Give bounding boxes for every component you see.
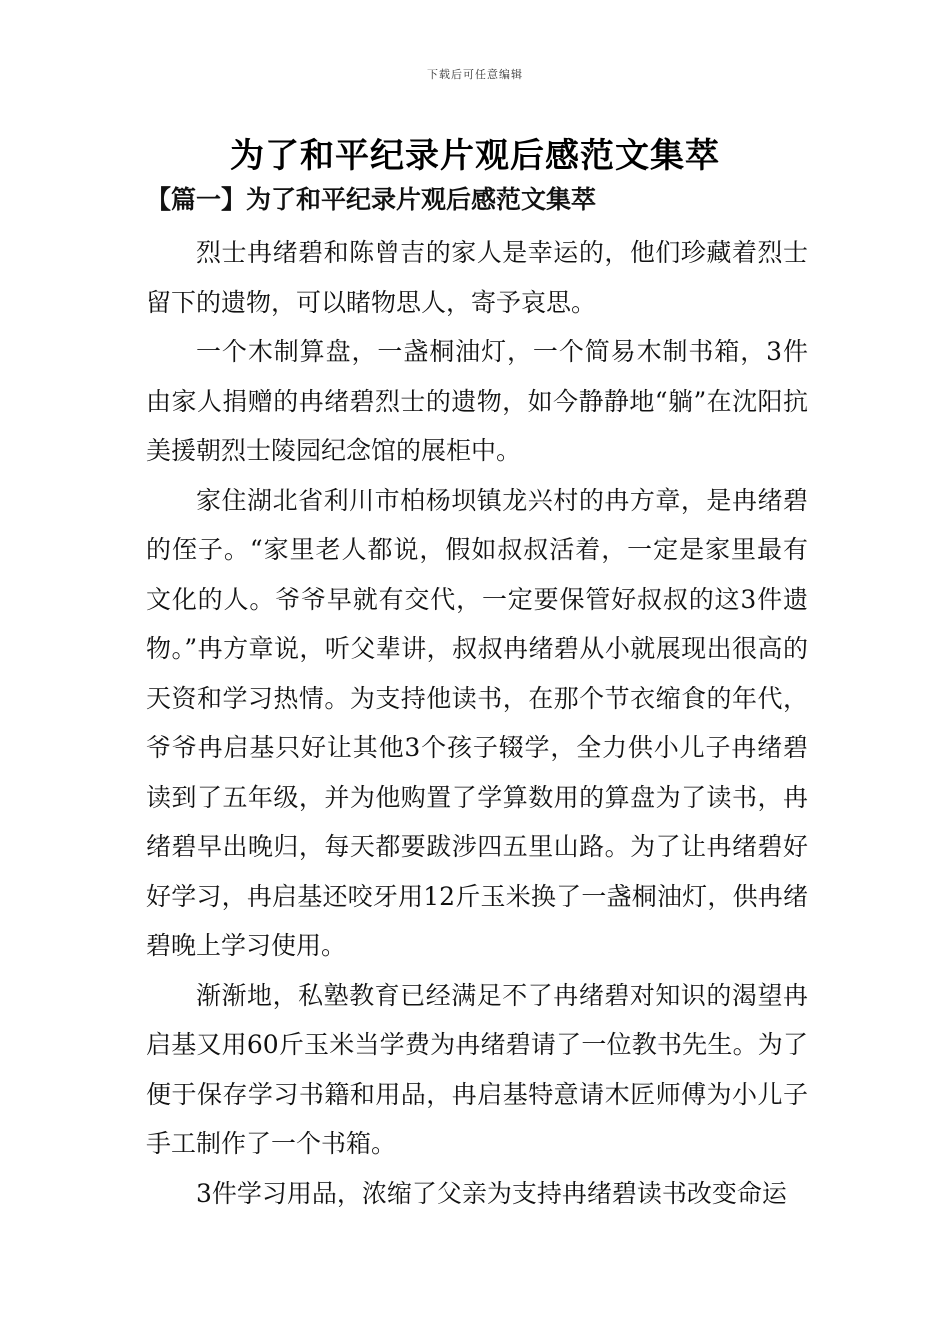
paragraph: 3件学习用品，浓缩了父亲为支持冉绪碧读书改变命运 (196, 1178, 787, 1208)
paragraph: 一个木制算盘，一盏桐油灯，一个简易木制书箱，3件由家人捐赠的冉绪碧烈士的遗物，如今静静地“躺”在沈阳抗美援朝烈士陵园纪念馆的展柜中。 (146, 337, 808, 465)
article-body (146, 228, 808, 1218)
document-title: 为了和平纪录片观后感范文集萃 (230, 136, 720, 176)
paragraph: 烈士冉绪碧和陈曾吉的家人是幸运的，他们珍藏着烈士留下的遗物，可以睹物思人，寄予哀思。 (146, 238, 808, 317)
paragraph: 家住湖北省利川市柏杨坝镇龙兴村的冉方章，是冉绪碧的侄子。“家里老人都说，假如叔叔活着，一定是家里最有文化的人。爷爷早就有交代，一定要保管好叔叔的这3件遗物。”冉方章说，听父辈讲，叔叔冉绪碧从小就展现出很高的天资和学习热情。为支持他读书，在那个节衣缩食的年代，爷爷冉启基只好让其他3个孩子辍学，全力供小儿子冉绪碧读到了五年级，并为他购置了学算数用的算盘为了读书，冉绪碧早出晚归，每天都要跋涉四五里山路。为了让冉绪碧好好学习，冉启基还咬牙用12斤玉米换了一盏桐油灯，供冉绪碧晚上学习使用。 (146, 485, 808, 960)
section-heading: 【篇一】为了和平纪录片观后感范文集萃 (146, 185, 597, 214)
paragraph: 渐渐地，私塾教育已经满足不了冉绪碧对知识的渴望冉启基又用60斤玉米当学费为冉绪碧请了一位教书先生。为了便于保存学习书籍和用品，冉启基特意请木匠师傅为小儿子手工制作了一个书箱。 (146, 980, 808, 1158)
header-note: 下载后可任意编辑 (427, 68, 523, 81)
